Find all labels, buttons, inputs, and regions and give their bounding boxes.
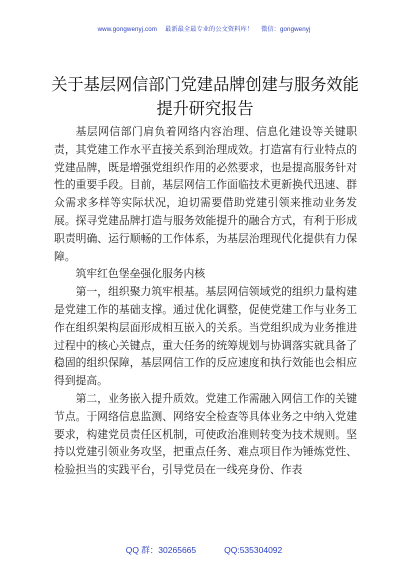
paragraph-intro: 基层网信部门肩负着网络内容治理、信息化建设等关键职责，其党建工作水平直接关系到治理成效。打造富有行业特点的党建品牌，既是增强党组织作用的必然要求，也是提高服务针对性的重要手段。目前，基层网信工作面临技术更新换代迅速、群众需求多样等实际状况，迫切需要借助党建引领来推动业务发展。探寻党建品牌打造与服务效能提升的融合方式，有利于形成职责明确、运行顺畅的工作体系，为基层治理现代化提供有力保障。 xyxy=(54,125,357,263)
wechat-contact: 微信：gongwenyj xyxy=(261,26,311,33)
document-body xyxy=(54,123,357,479)
qq-group: QQ 群：30265665 xyxy=(125,545,197,555)
paragraph-second-point: 第二，业务嵌入提升质效。党建工作需融入网信工作的关键节点。于网络信息监测、网络安全检查等具体业务之中纳入党建要求，构建党员责任区机制，可使政治准则转变为技术规则。坚持以党建引领业务攻坚，把重点任务、难点项目作为锤炼党性、检验担当的实践平台，引导党员在一线亮身份、作表 xyxy=(54,391,357,477)
site-slogan: 最新最全最专业的公文资料库！ xyxy=(165,26,254,33)
qq-contact: QQ:535304092 xyxy=(224,545,283,555)
paragraph-first-point: 第一，组织聚力筑牢根基。基层网信领域党的组织力量构建是党建工作的基础支撑。通过优化调整，促使党建工作与业务工作在组织架构层面形成相互嵌入的关系。当党组织成为业务推进过程中的核心关键点，重大任务的统筹规划与协调落实就具备了稳固的组织保障，基层网信工作的反应速度和执行效能也会相应得到提高。 xyxy=(54,285,357,388)
document-title: 关于基层网信部门党建品牌创建与服务效能提升研究报告 xyxy=(51,75,359,118)
page-footer xyxy=(0,544,408,556)
section-heading: 筑牢红色堡垒强化服务内核 xyxy=(75,267,206,281)
page-header xyxy=(0,24,408,33)
site-link[interactable]: www.gongwenyj.com xyxy=(97,26,158,33)
